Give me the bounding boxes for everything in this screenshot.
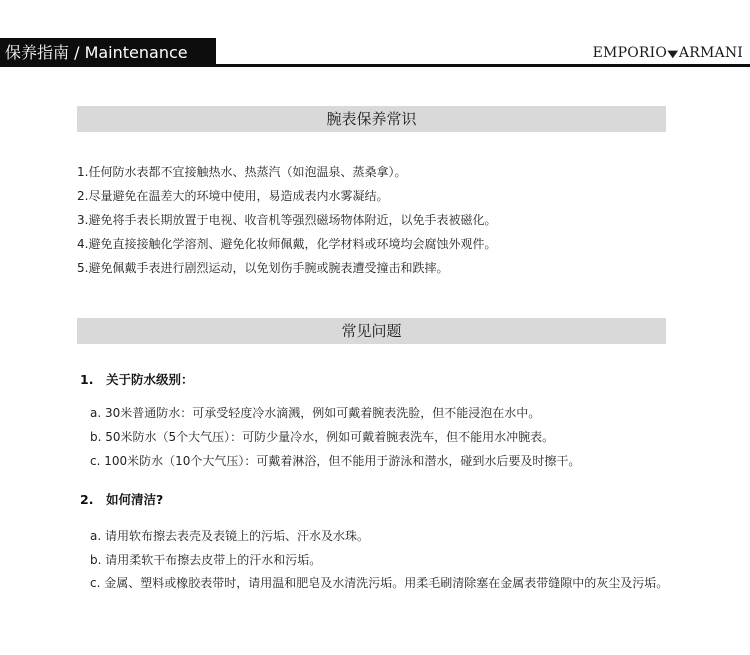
list-item: 4.避免直接接触化学溶剂、避免化妆师佩戴，化学材料或环境均会腐蚀外观件。: [77, 237, 497, 251]
eagle-logo-icon: ▼: [667, 49, 679, 60]
section-title-faq: 常见问题: [77, 318, 666, 344]
list-item: 2.尽量避免在温差大的环境中使用，易造成表内水雾凝结。: [77, 189, 389, 203]
list-item: 3.避免将手表长期放置于电视、收音机等强烈磁场物体附近，以免手表被磁化。: [77, 213, 497, 227]
list-item: a. 30米普通防水：可承受轻度冷水滴溅，例如可戴着腕表洗脸，但不能浸泡在水中。: [90, 406, 541, 420]
list-item: b. 请用柔软干布擦去皮带上的汗水和污垢。: [90, 553, 322, 567]
header-divider: [0, 64, 750, 67]
page-header: [0, 0, 750, 67]
list-item: a. 请用软布擦去表壳及表镜上的污垢、汗水及水珠。: [90, 529, 369, 543]
brand-name-right: ARMANI: [678, 45, 743, 61]
list-item: 1.任何防水表都不宜接触热水、热蒸汽（如泡温泉、蒸桑拿）。: [77, 165, 407, 179]
question-title: 关于防水级别：: [106, 372, 194, 387]
list-item: 5.避免佩戴手表进行剧烈运动，以免划伤手腕或腕表遭受撞击和跌摔。: [77, 261, 449, 275]
care-tips-list: [77, 160, 496, 280]
list-item: c. 金属、塑料或橡胶表带时，请用温和肥皂及水清洗污垢。用柔毛刷清除塞在金属表带缝隙中的灰尘及污垢。: [90, 576, 669, 590]
question-number: 1.: [80, 372, 94, 387]
list-item: c. 100米防水（10个大气压）：可戴着淋浴，但不能用于游泳和潜水，碰到水后要及时擦干。: [90, 454, 581, 468]
waterproof-answers-list: [90, 401, 580, 473]
brand-logo: [593, 45, 743, 61]
question-number: 2.: [80, 492, 94, 507]
page-title: 保养指南 / Maintenance: [0, 38, 216, 67]
list-item: b. 50米防水（5个大气压）：可防少量冷水，例如可戴着腕表洗车，但不能用水冲腕表。: [90, 430, 555, 444]
question-title: 如何清洁?: [106, 492, 164, 507]
faq-question-cleaning: [80, 490, 163, 508]
section-title-care: 腕表保养常识: [77, 106, 666, 132]
brand-name-left: EMPORIO: [592, 45, 668, 61]
cleaning-answers-list: [90, 524, 670, 594]
faq-question-waterproof: [80, 370, 194, 388]
